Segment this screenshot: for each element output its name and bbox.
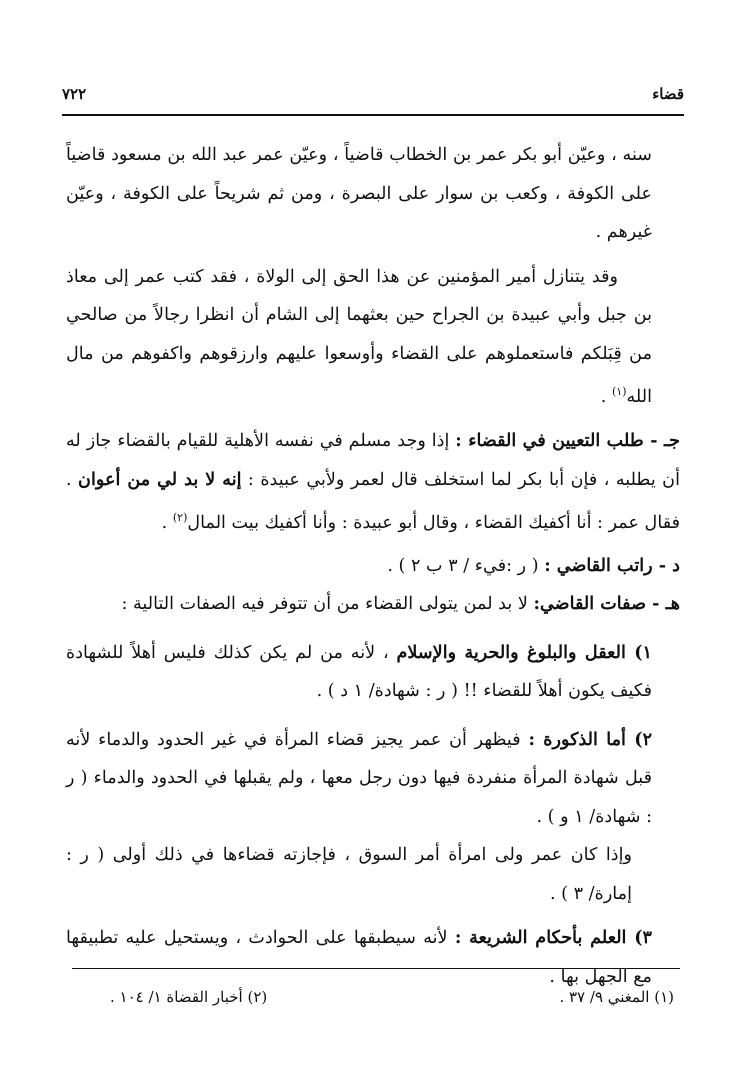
item-1-label: ١) العقل والبلوغ والحرية والإسلام bbox=[396, 641, 652, 663]
item-2-extra: وإذا كان عمر ولى امرأة أمر السوق ، فإجازته قضاءها في ذلك أولى ( ر : إمارة/ ٣ ) . bbox=[66, 845, 632, 904]
footnote-1: (١) المغني ٩/ ٣٧ . bbox=[559, 988, 674, 1006]
section-jeem-end: . bbox=[161, 513, 173, 534]
section-jeem bbox=[66, 422, 680, 542]
running-head bbox=[62, 82, 684, 106]
item-1 bbox=[66, 634, 680, 711]
item-3-label: ٣) العلم بأحكام الشريعة : bbox=[454, 927, 652, 949]
item-3 bbox=[66, 919, 680, 996]
item-2 bbox=[66, 721, 680, 837]
section-jeem-text-b: . فقال عمر : أنا أكفيك القضاء ، وقال أبو عبيدة : وأنا أكفيك بيت المال bbox=[66, 469, 680, 534]
paragraph-1: سنه ، وعيّن أبو بكر عمر بن الخطاب قاضياً ، وعيّن عمر عبد الله بن مسعود قاضياً على الكوفة ، وكعب بن سوار على البصرة ، ومن ثم شريحاً على الكوفة ، وعيّن غيرهم . bbox=[66, 145, 652, 242]
page-number: ٧٢٢ bbox=[62, 85, 87, 103]
section-dal-label: د - راتب القاضي : bbox=[544, 554, 680, 576]
paragraph-2-end: . bbox=[600, 386, 612, 407]
footnotes bbox=[110, 988, 674, 1006]
item-3-text: لأنه سيطبقها على الحوادث ، ويستحيل عليه تطبيقها مع الجهل بها . bbox=[66, 928, 652, 987]
section-ha-text: لا بد لمن يتولى القضاء من أن تتوفر فيه الصفات التالية : bbox=[121, 594, 534, 615]
body-text bbox=[66, 136, 680, 996]
section-ha bbox=[66, 585, 680, 624]
paragraph-2-text: وقد يتنازل أمير المؤمنين عن هذا الحق إلى الولاة ، فقد كتب عمر إلى معاذ بن جبل وأبي عبيدة بن الجراح حين بعثهما إلى الشام أن انظرا رجالاً من صالحي من قِبَلكم فاستعملوهم على القضاء وأوسعوا عليهم وارزقوهم واكفوهم من مال الله bbox=[66, 266, 652, 407]
item-2-label: ٢) أما الذكورة : bbox=[528, 728, 653, 750]
footnote-2: (٢) أخبار القضاة ١/ ١٠٤ . bbox=[110, 988, 268, 1006]
header-rule bbox=[62, 114, 684, 116]
item-1-text: ، لأنه من لم يكن كذلك فليس أهلاً للشهادة فكيف يكون أهلاً للقضاء !! ( ر : شهادة/ ١ د ) . bbox=[66, 642, 652, 702]
section-ha-label: هـ - صفات القاضي: bbox=[533, 593, 680, 615]
section-jeem-text-a: إذا وجد مسلم في نفسه الأهلية للقيام بالقضاء جاز له أن يطلبه ، فإن أبا بكر لما استخلف قال لعمر ولأبي عبيدة : bbox=[66, 431, 680, 490]
section-dal-text: ( ر :فيء / ٣ ب ٢ ) . bbox=[387, 555, 545, 576]
section-title: قضاء bbox=[652, 85, 684, 103]
section-jeem-bold: إنه لا بد لي من أعوان bbox=[78, 468, 242, 490]
item-2-text: فيظهر أن عمر يجيز قضاء المرأة في غير الحدود والدماء لأنه قبل شهادة المرأة منفردة فيها دون رجل معها ، ولم يقبلها في الحدود والدماء ( ر : شهادة/ ١ و ) . bbox=[66, 729, 652, 827]
section-dal bbox=[66, 547, 680, 586]
paragraph-2 bbox=[66, 258, 680, 417]
footnote-ref-2: (٢) bbox=[172, 511, 188, 525]
footnote-ref-1: (١) bbox=[611, 385, 627, 398]
section-jeem-label: جـ - طلب التعيين في القضاء : bbox=[455, 430, 680, 452]
footnote-rule bbox=[72, 968, 680, 969]
